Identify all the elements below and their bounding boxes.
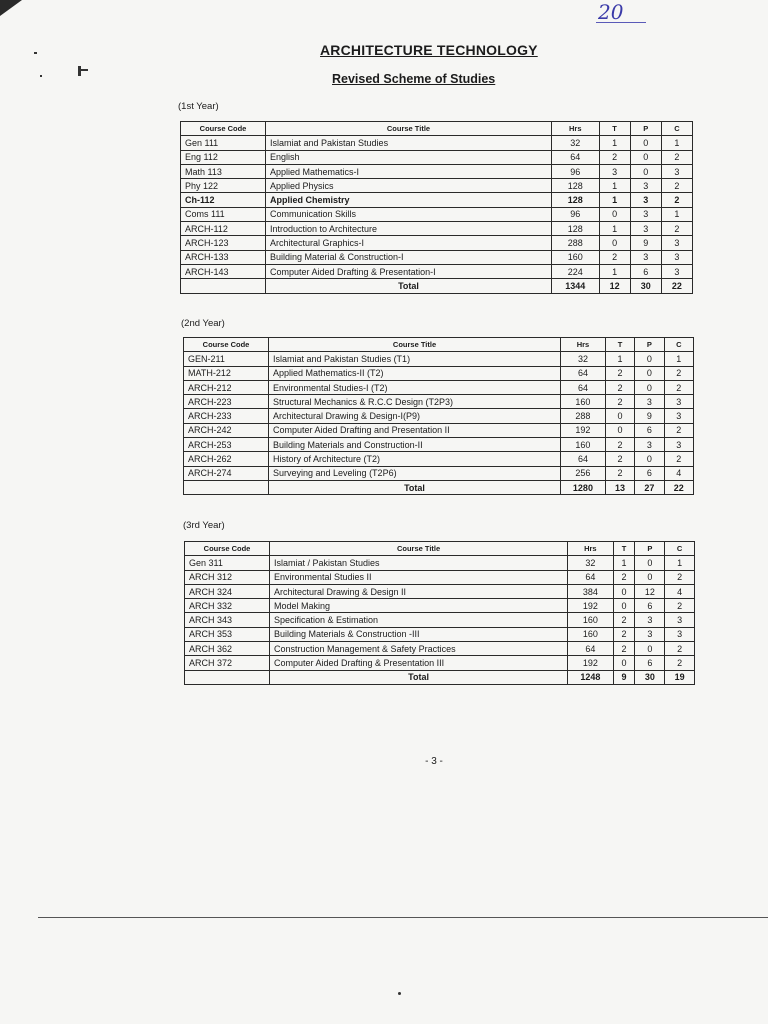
document-subtitle: Revised Scheme of Studies (332, 72, 496, 86)
course-title-cell: Environmental Studies II (270, 570, 568, 584)
course-title-header: Course Title (266, 122, 552, 136)
c-cell: 1 (664, 352, 693, 366)
table-row (184, 395, 694, 409)
p-cell: 3 (635, 613, 665, 627)
total-hrs-cell: 1344 (551, 279, 599, 293)
t-cell: 0 (599, 207, 630, 221)
t-header: T (613, 542, 635, 556)
course-code-cell: ARCH-253 (184, 438, 269, 452)
hrs-cell: 32 (561, 352, 606, 366)
p-cell: 6 (635, 466, 664, 480)
hrs-cell: 160 (551, 250, 599, 264)
p-cell: 9 (635, 409, 664, 423)
scan-corner-mark (0, 0, 22, 16)
table-row (181, 164, 693, 178)
course-code-cell: Gen 311 (185, 556, 270, 570)
hrs-cell: 96 (551, 207, 599, 221)
course-title-cell: Computer Aided Drafting & Presentation-I (266, 264, 552, 278)
t-cell: 2 (613, 570, 635, 584)
course-code-cell: ARCH-233 (184, 409, 269, 423)
table-row (181, 264, 693, 278)
c-cell: 4 (665, 584, 695, 598)
year-label-2: (2nd Year) (181, 318, 225, 329)
hrs-cell: 288 (561, 409, 606, 423)
p-cell: 6 (635, 599, 665, 613)
p-cell: 0 (635, 380, 664, 394)
t-cell: 1 (599, 193, 630, 207)
table-row (185, 556, 695, 570)
course-title-cell: History of Architecture (T2) (269, 452, 561, 466)
course-code-cell: Eng 112 (181, 150, 266, 164)
t-cell: 2 (605, 466, 634, 480)
course-title-cell: Specification & Estimation (270, 613, 568, 627)
table-row (185, 584, 695, 598)
c-cell: 3 (665, 627, 695, 641)
t-cell: 2 (613, 613, 635, 627)
course-code-cell: Gen 111 (181, 136, 266, 150)
course-title-cell: Applied Mathematics-II (T2) (269, 366, 561, 380)
c-cell: 3 (661, 250, 692, 264)
t-cell: 2 (613, 642, 635, 656)
t-cell: 1 (599, 136, 630, 150)
table-row (184, 380, 694, 394)
course-title-cell: Environmental Studies-I (T2) (269, 380, 561, 394)
total-label-cell: Total (266, 279, 552, 293)
course-title-cell: Introduction to Architecture (266, 222, 552, 236)
course-code-cell: ARCH-112 (181, 222, 266, 236)
course-title-cell: Islamiat and Pakistan Studies (266, 136, 552, 150)
c-header: C (661, 122, 692, 136)
c-cell: 3 (664, 438, 693, 452)
p-cell: 0 (635, 642, 665, 656)
course-code-cell: ARCH 312 (185, 570, 270, 584)
p-cell: 3 (630, 179, 661, 193)
course-title-cell: Applied Physics (266, 179, 552, 193)
p-cell: 3 (635, 395, 664, 409)
pin-mark (78, 66, 81, 76)
c-cell: 2 (661, 179, 692, 193)
t-cell: 0 (605, 409, 634, 423)
scan-speck (40, 75, 42, 77)
course-code-cell: Coms 111 (181, 207, 266, 221)
t-cell: 2 (605, 366, 634, 380)
t-cell: 0 (599, 236, 630, 250)
total-label-cell: Total (269, 480, 561, 494)
total-blank-cell (184, 480, 269, 494)
hrs-cell: 128 (551, 222, 599, 236)
course-title-cell: Computer Aided Drafting & Presentation III (270, 656, 568, 670)
p-cell: 0 (635, 570, 665, 584)
p-cell: 3 (630, 207, 661, 221)
p-cell: 0 (635, 366, 664, 380)
course-title-cell: Architectural Drawing & Design-I(P9) (269, 409, 561, 423)
p-cell: 3 (630, 193, 661, 207)
table-row (181, 222, 693, 236)
course-title-cell: Model Making (270, 599, 568, 613)
pin-mark-arm (80, 69, 88, 71)
course-code-cell: ARCH 372 (185, 656, 270, 670)
p-header: P (630, 122, 661, 136)
course-code-cell: ARCH-143 (181, 264, 266, 278)
course-title-cell: Applied Chemistry (266, 193, 552, 207)
t-cell: 2 (605, 395, 634, 409)
table-row (184, 409, 694, 423)
total-t-cell: 12 (599, 279, 630, 293)
t-header: T (605, 338, 634, 352)
course-title-cell: Surveying and Leveling (T2P6) (269, 466, 561, 480)
hrs-cell: 192 (561, 423, 606, 437)
c-cell: 2 (665, 642, 695, 656)
course-code-header: Course Code (184, 338, 269, 352)
course-title-cell: Communication Skills (266, 207, 552, 221)
t-cell: 2 (605, 438, 634, 452)
p-header: P (635, 542, 665, 556)
hrs-cell: 64 (568, 642, 613, 656)
scheme-table-2nd-year (183, 337, 694, 495)
t-cell: 0 (613, 656, 635, 670)
hrs-cell: 64 (551, 150, 599, 164)
total-blank-cell (181, 279, 266, 293)
document-title: ARCHITECTURE TECHNOLOGY (320, 42, 538, 58)
hrs-cell: 384 (568, 584, 613, 598)
course-title-cell: Structural Mechanics & R.C.C Design (T2P3) (269, 395, 561, 409)
p-cell: 0 (630, 164, 661, 178)
hrs-cell: 32 (568, 556, 613, 570)
table-row (185, 642, 695, 656)
total-hrs-cell: 1280 (561, 480, 606, 494)
table-header-row (185, 542, 695, 556)
course-code-cell: Ch-112 (181, 193, 266, 207)
c-cell: 3 (661, 164, 692, 178)
p-cell: 3 (635, 438, 664, 452)
page-divider (38, 917, 768, 918)
course-code-cell: ARCH 324 (185, 584, 270, 598)
hrs-cell: 64 (561, 380, 606, 394)
course-code-cell: ARCH-133 (181, 250, 266, 264)
hrs-cell: 192 (568, 656, 613, 670)
handwritten-page-note: 20 (598, 0, 624, 24)
course-title-cell: Construction Management & Safety Practices (270, 642, 568, 656)
table-row (181, 150, 693, 164)
table-row (184, 452, 694, 466)
p-cell: 0 (630, 136, 661, 150)
course-title-header: Course Title (269, 338, 561, 352)
c-cell: 1 (665, 556, 695, 570)
p-cell: 9 (630, 236, 661, 250)
c-cell: 2 (664, 366, 693, 380)
course-code-cell: MATH-212 (184, 366, 269, 380)
hrs-cell: 160 (568, 613, 613, 627)
t-cell: 0 (613, 584, 635, 598)
total-blank-cell (185, 670, 270, 684)
p-cell: 6 (630, 264, 661, 278)
p-cell: 3 (630, 250, 661, 264)
t-cell: 1 (599, 179, 630, 193)
total-p-cell: 30 (635, 670, 665, 684)
table-row (185, 627, 695, 641)
table-row (184, 423, 694, 437)
course-title-cell: English (266, 150, 552, 164)
total-t-cell: 9 (613, 670, 635, 684)
hrs-cell: 192 (568, 599, 613, 613)
scan-speck (34, 52, 37, 54)
p-cell: 3 (635, 627, 665, 641)
total-row (184, 480, 694, 494)
course-code-cell: ARCH-223 (184, 395, 269, 409)
c-cell: 3 (664, 409, 693, 423)
c-cell: 2 (664, 423, 693, 437)
table-row (181, 236, 693, 250)
t-cell: 2 (605, 380, 634, 394)
course-code-cell: ARCH 332 (185, 599, 270, 613)
table-row (185, 570, 695, 584)
course-code-header: Course Code (181, 122, 266, 136)
p-cell: 6 (635, 423, 664, 437)
table-row (184, 352, 694, 366)
course-code-header: Course Code (185, 542, 270, 556)
course-code-cell: ARCH-262 (184, 452, 269, 466)
total-p-cell: 27 (635, 480, 664, 494)
course-title-cell: Architectural Drawing & Design II (270, 584, 568, 598)
c-header: C (664, 338, 693, 352)
course-title-header: Course Title (270, 542, 568, 556)
total-c-cell: 22 (661, 279, 692, 293)
t-cell: 2 (605, 452, 634, 466)
table-row (185, 656, 695, 670)
course-title-cell: Computer Aided Drafting and Presentation II (269, 423, 561, 437)
table-row (181, 193, 693, 207)
p-cell: 6 (635, 656, 665, 670)
table-row (185, 613, 695, 627)
scheme-table-3rd-year (184, 541, 695, 685)
p-cell: 0 (630, 150, 661, 164)
c-header: C (665, 542, 695, 556)
course-title-cell: Building Material & Construction-I (266, 250, 552, 264)
hrs-cell: 64 (561, 452, 606, 466)
scan-speck (398, 992, 401, 995)
hrs-cell: 256 (561, 466, 606, 480)
hrs-cell: 96 (551, 164, 599, 178)
c-cell: 2 (665, 656, 695, 670)
course-code-cell: ARCH-212 (184, 380, 269, 394)
handwritten-underline (596, 22, 646, 23)
hrs-cell: 32 (551, 136, 599, 150)
p-header: P (635, 338, 664, 352)
hrs-cell: 224 (551, 264, 599, 278)
table-header-row (184, 338, 694, 352)
total-t-cell: 13 (605, 480, 634, 494)
year-label-3: (3rd Year) (183, 520, 225, 531)
year-label-1: (1st Year) (178, 101, 219, 112)
total-row (185, 670, 695, 684)
table-row (185, 599, 695, 613)
course-code-cell: ARCH 362 (185, 642, 270, 656)
c-cell: 2 (665, 599, 695, 613)
course-title-cell: Building Materials and Construction-II (269, 438, 561, 452)
total-row (181, 279, 693, 293)
course-title-cell: Architectural Graphics-I (266, 236, 552, 250)
table-row (181, 179, 693, 193)
hrs-cell: 288 (551, 236, 599, 250)
course-code-cell: GEN-211 (184, 352, 269, 366)
course-title-cell: Islamiat / Pakistan Studies (270, 556, 568, 570)
hrs-cell: 160 (568, 627, 613, 641)
c-cell: 3 (665, 613, 695, 627)
p-cell: 0 (635, 556, 665, 570)
course-code-cell: ARCH 343 (185, 613, 270, 627)
table-row (184, 438, 694, 452)
c-cell: 4 (664, 466, 693, 480)
c-cell: 2 (665, 570, 695, 584)
hrs-cell: 64 (561, 366, 606, 380)
c-cell: 2 (664, 452, 693, 466)
table-row (181, 207, 693, 221)
table-row (181, 136, 693, 150)
c-cell: 2 (661, 193, 692, 207)
course-code-cell: ARCH-242 (184, 423, 269, 437)
table-row (181, 250, 693, 264)
course-title-cell: Applied Mathematics-I (266, 164, 552, 178)
t-cell: 0 (613, 599, 635, 613)
hrs-header: Hrs (551, 122, 599, 136)
table-header-row (181, 122, 693, 136)
t-cell: 1 (599, 264, 630, 278)
hrs-header: Hrs (568, 542, 613, 556)
total-c-cell: 22 (664, 480, 693, 494)
c-cell: 1 (661, 136, 692, 150)
table-row (184, 466, 694, 480)
c-cell: 3 (661, 236, 692, 250)
course-code-cell: ARCH-123 (181, 236, 266, 250)
p-cell: 0 (635, 352, 664, 366)
t-cell: 2 (599, 150, 630, 164)
total-hrs-cell: 1248 (568, 670, 613, 684)
total-c-cell: 19 (665, 670, 695, 684)
course-title-cell: Building Materials & Construction -III (270, 627, 568, 641)
c-cell: 2 (661, 150, 692, 164)
total-label-cell: Total (270, 670, 568, 684)
c-cell: 1 (661, 207, 692, 221)
hrs-cell: 160 (561, 395, 606, 409)
course-title-cell: Islamiat and Pakistan Studies (T1) (269, 352, 561, 366)
c-cell: 3 (661, 264, 692, 278)
page-number: - 3 - (425, 756, 443, 767)
total-p-cell: 30 (630, 279, 661, 293)
t-cell: 2 (599, 250, 630, 264)
course-code-cell: ARCH-274 (184, 466, 269, 480)
p-cell: 0 (635, 452, 664, 466)
hrs-cell: 128 (551, 193, 599, 207)
t-cell: 0 (605, 423, 634, 437)
hrs-cell: 64 (568, 570, 613, 584)
course-code-cell: Phy 122 (181, 179, 266, 193)
c-cell: 2 (664, 380, 693, 394)
t-cell: 1 (613, 556, 635, 570)
hrs-cell: 160 (561, 438, 606, 452)
t-cell: 1 (605, 352, 634, 366)
p-cell: 3 (630, 222, 661, 236)
t-cell: 1 (599, 222, 630, 236)
c-cell: 2 (661, 222, 692, 236)
hrs-header: Hrs (561, 338, 606, 352)
p-cell: 12 (635, 584, 665, 598)
course-code-cell: ARCH 353 (185, 627, 270, 641)
table-row (184, 366, 694, 380)
t-header: T (599, 122, 630, 136)
course-code-cell: Math 113 (181, 164, 266, 178)
t-cell: 2 (613, 627, 635, 641)
hrs-cell: 128 (551, 179, 599, 193)
t-cell: 3 (599, 164, 630, 178)
c-cell: 3 (664, 395, 693, 409)
scheme-table-1st-year (180, 121, 693, 294)
